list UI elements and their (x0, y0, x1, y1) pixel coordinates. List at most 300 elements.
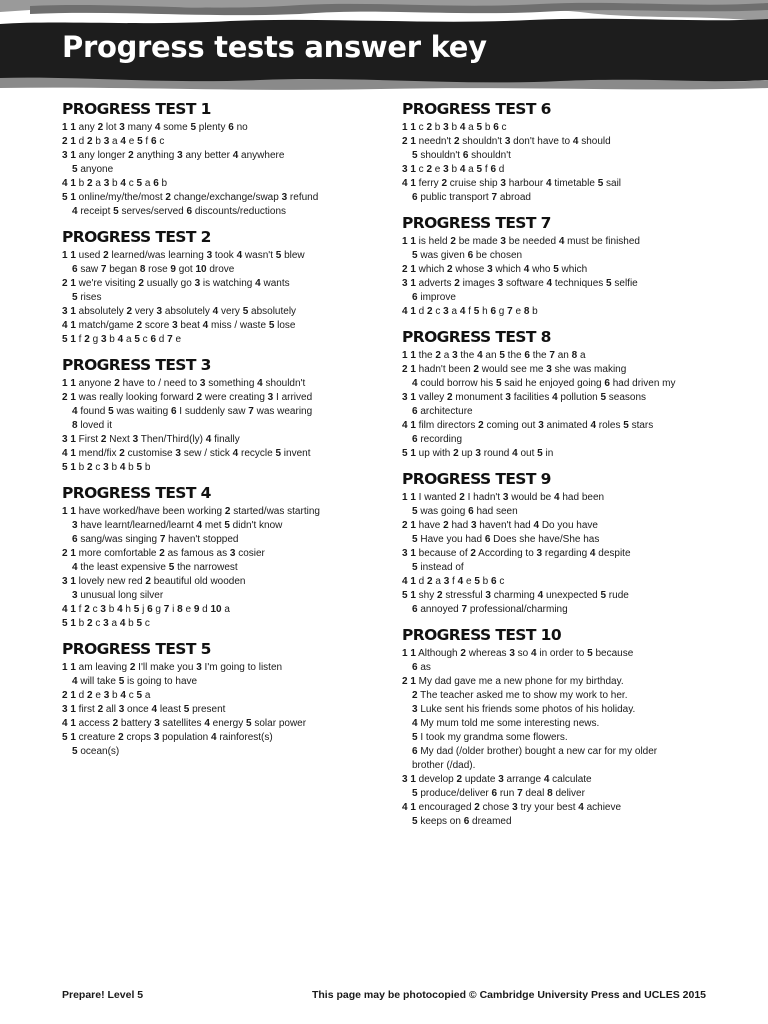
item-number: 2 (473, 364, 479, 375)
item-number: 7 (549, 350, 555, 361)
item-number: 2 (426, 164, 433, 175)
item-number: 4 1 (62, 604, 76, 615)
item-number: 4 (537, 590, 544, 601)
item-number: 3 (154, 718, 160, 729)
answer-line: 4 1 match/game 2 score 3 beat 4 miss / waste 5 lose (62, 320, 296, 331)
item-number: 3 1 (62, 434, 76, 445)
item-number: 6 (147, 604, 153, 615)
item-number: 2 (447, 392, 453, 403)
answer-line: 5 was given 6 be chosen (412, 250, 523, 261)
item-number: 3 (536, 548, 543, 559)
item-number: 2 (138, 278, 144, 289)
item-number: 2 (435, 350, 441, 361)
item-number: 5 (108, 406, 114, 417)
item-number: 2 (97, 704, 104, 715)
item-number: 2 (100, 434, 107, 445)
answer-line: 6 as (412, 662, 431, 673)
answer-line: 4 the least expensive 5 the narrowest (72, 562, 238, 573)
item-number: 5 (134, 334, 140, 345)
item-number: 2 (460, 648, 466, 659)
item-number: 7 (461, 604, 468, 615)
section-heading: PROGRESS TEST 8 (402, 328, 551, 346)
item-number: 2 (196, 392, 203, 403)
item-number: 4 (151, 704, 158, 715)
answer-line: 4 receipt 5 serves/served 6 discounts/reductions (72, 206, 287, 217)
item-number: 4 (512, 448, 518, 459)
test-section (402, 214, 732, 319)
item-number: 5 (476, 164, 483, 175)
item-number: 4 (459, 122, 466, 133)
item-number: 5 1 (62, 334, 76, 345)
item-number: 4 1 (402, 178, 416, 189)
answer-line: 4 1 film directors 2 coming out 3 animated 4 roles 5 stars (402, 420, 654, 431)
answer-line: 4 found 5 was waiting 6 I suddenly saw 7 was wearing (72, 406, 313, 417)
item-number: 6 (153, 178, 159, 189)
answer-line: 3 unusual long silver (72, 590, 164, 601)
answer-line: 1 1 am leaving 2 I'll make you 3 I'm going to listen (62, 662, 283, 673)
answer-line: 5 rises (72, 292, 102, 303)
item-number: 2 (441, 178, 448, 189)
item-number: 1 1 (402, 492, 416, 503)
answer-line: 4 My mum told me some interesting news. (412, 718, 600, 729)
answer-line: 2 1 we're visiting 2 usually go 3 is watching 4 wants (62, 278, 290, 289)
item-number: 4 (196, 520, 203, 531)
test-section (62, 484, 392, 631)
item-number: 2 (453, 448, 459, 459)
item-number: 2 1 (62, 690, 76, 701)
answer-line: 6 My dad (/older brother) bought a new car for my older (412, 746, 658, 757)
item-number: 2 (456, 774, 463, 785)
item-number: 3 (199, 378, 206, 389)
item-number: 5 (136, 618, 143, 629)
item-number: 4 (257, 378, 263, 389)
item-number: 1 1 (402, 236, 416, 247)
answer-line: 1 1 c 2 b 3 b 4 a 5 b 6 c (402, 122, 507, 133)
item-number: 5 (600, 392, 607, 403)
answer-line: 2 The teacher asked me to show my work to her. (412, 690, 628, 701)
item-number: 3 (103, 690, 110, 701)
item-number: 3 (546, 364, 552, 375)
item-number: 2 (459, 492, 465, 503)
answer-line: 4 1 d 2 a 3 f 4 e 5 b 6 c (402, 576, 505, 587)
item-number: 5 (412, 732, 418, 743)
test-section (402, 100, 732, 205)
answer-line: 2 1 hadn't been 2 would see me 3 she was making (402, 364, 627, 375)
item-number: 6 (463, 816, 470, 827)
answer-line: 5 was going 6 had seen (412, 506, 518, 517)
answer-line: 5 produce/deliver 6 run 7 deal 8 deliver (412, 788, 585, 799)
item-number: 6 (462, 150, 469, 161)
answer-line: 2 1 was really looking forward 2 were creating 3 I arrived (62, 392, 313, 403)
item-number: 6 (467, 250, 474, 261)
answer-line: 6 sang/was singing 7 haven't stopped (72, 534, 239, 545)
answer-line: 4 1 d 2 c 3 a 4 f 5 h 6 g 7 e 8 b (402, 306, 538, 317)
test-section (62, 356, 392, 475)
item-number: 3 (196, 662, 202, 673)
item-number: 7 (100, 264, 107, 275)
item-number: 7 (507, 306, 513, 317)
item-number: 3 (100, 334, 107, 345)
answer-line: 6 improve (412, 292, 456, 303)
answer-line: 5 Have you had 6 Does she have/She has (412, 534, 600, 545)
item-number: 4 (120, 178, 126, 189)
item-number: 5 (275, 250, 282, 261)
item-number: 5 1 (62, 618, 76, 629)
answer-line: 4 1 b 2 a 3 b 4 c 5 a 6 b (62, 178, 168, 189)
item-number: 6 (412, 406, 418, 417)
item-number: 5 1 (402, 448, 416, 459)
section-heading: PROGRESS TEST 4 (62, 484, 211, 502)
item-number: 6 (412, 604, 418, 615)
item-number: 3 (72, 590, 78, 601)
item-number: 8 (177, 604, 183, 615)
item-number: 3 (502, 492, 509, 503)
item-number: 8 (139, 264, 146, 275)
item-number: 3 (500, 178, 506, 189)
item-number: 9 (193, 604, 200, 615)
item-number: 2 1 (402, 676, 416, 687)
item-number: 4 (212, 306, 219, 317)
item-number: 4 (232, 150, 239, 161)
item-number: 3 (498, 774, 504, 785)
item-number: 2 (87, 178, 93, 189)
item-number: 4 (72, 676, 78, 687)
item-number: 2 1 (402, 264, 416, 275)
answer-line: 6 saw 7 began 8 rose 9 got 10 drove (72, 264, 235, 275)
item-number: 7 (167, 334, 173, 345)
item-number: 4 (554, 492, 560, 503)
item-number: 3 1 (402, 774, 416, 785)
answer-line: 5 1 b 2 c 3 b 4 b 5 b (62, 462, 151, 473)
answer-line: 5 1 online/my/the/most 2 change/exchange/swap 3 refund (62, 192, 319, 203)
item-number: 4 (202, 320, 209, 331)
answer-line: 5 I took my grandma some flowers. (412, 732, 568, 743)
item-number: 5 (412, 534, 418, 545)
answer-line: 6 recording (412, 434, 463, 445)
answer-line: 3 1 First 2 Next 3 Then/Third(ly) 4 finally (62, 434, 240, 445)
item-number: 5 (72, 292, 78, 303)
item-number: 6 (524, 350, 530, 361)
left-column (62, 100, 392, 768)
item-number: 5 1 (402, 590, 416, 601)
test-section (402, 626, 732, 829)
item-number: 2 (165, 192, 171, 203)
item-number: 7 (517, 788, 523, 799)
answer-line: 2 1 have 2 had 3 haven't had 4 Do you have (402, 520, 598, 531)
answer-line: 4 1 ferry 2 cruise ship 3 harbour 4 timetable 5 sail (402, 178, 622, 189)
answer-line: 4 will take 5 is going to have (72, 676, 198, 687)
item-number: 2 (427, 576, 433, 587)
item-number: 2 (129, 662, 136, 673)
item-number: 5 (168, 562, 175, 573)
item-number: 2 1 (402, 364, 416, 375)
item-number: 3 (206, 250, 213, 261)
item-number: 3 (72, 520, 78, 531)
answer-line: 1 1 any 2 lot 3 many 4 some 5 plenty 6 no (62, 122, 248, 133)
title-banner (0, 0, 768, 98)
item-number: 3 (538, 420, 544, 431)
item-number: 6 (491, 576, 497, 587)
answer-line: 5 instead of (412, 562, 464, 573)
answer-line: 2 1 needn't 2 shouldn't 3 don't have to 4 should (402, 136, 611, 147)
item-number: 3 (281, 192, 288, 203)
item-number: 4 (572, 136, 579, 147)
answer-line: 3 1 any longer 2 anything 3 any better 4 anywhere (62, 150, 285, 161)
item-number: 3 1 (62, 704, 76, 715)
answer-line: 3 1 adverts 2 images 3 software 4 techniques 5 selfie (402, 278, 638, 289)
test-section (62, 228, 392, 347)
item-number: 2 (97, 122, 104, 133)
item-number: 5 (623, 420, 629, 431)
answer-line: 3 1 develop 2 update 3 arrange 4 calculate (402, 774, 592, 785)
answer-line: 5 1 creature 2 crops 3 population 4 rainforest(s) (62, 732, 273, 743)
answer-line: 6 architecture (412, 406, 473, 417)
item-number: 3 1 (402, 278, 416, 289)
item-number: 6 (72, 534, 78, 545)
item-number: 5 (412, 150, 418, 161)
item-number: 5 (499, 350, 505, 361)
item-number: 3 (412, 704, 418, 715)
item-number: 5 (72, 164, 78, 175)
item-number: 4 (204, 718, 210, 729)
item-number: 3 (485, 590, 491, 601)
answer-line: 3 Luke sent his friends some photos of his holiday. (412, 704, 636, 715)
item-number: 6 (186, 206, 193, 217)
answer-line: 4 1 access 2 battery 3 satellites 4 energy 5 solar power (62, 718, 307, 729)
item-number: 4 (119, 618, 126, 629)
item-number: 2 1 (62, 392, 76, 403)
item-number: 4 1 (62, 178, 76, 189)
answer-line: 2 1 d 2 e 3 b 4 c 5 a (62, 690, 151, 701)
item-number: 4 (477, 350, 483, 361)
item-number: 3 (177, 150, 183, 161)
item-number: 4 (154, 122, 161, 133)
item-number: 3 (194, 278, 201, 289)
item-number: 2 (145, 576, 151, 587)
item-number: 4 (232, 448, 239, 459)
item-number: 4 (589, 548, 596, 559)
answer-line: 1 1 Although 2 whereas 3 so 4 in order to 5 because (402, 648, 634, 659)
answer-line: 2 1 more comfortable 2 as famous as 3 cosier (62, 548, 265, 559)
item-number: 2 (412, 690, 418, 701)
item-number: 6 (412, 434, 418, 445)
item-number: 6 (412, 746, 418, 757)
item-number: 8 (72, 420, 78, 431)
item-number: 4 1 (402, 420, 416, 431)
item-number: 3 (509, 648, 515, 659)
item-number: 2 (427, 306, 433, 317)
item-number: 3 (443, 164, 449, 175)
test-section (402, 470, 732, 617)
item-number: 2 (119, 448, 125, 459)
test-section (402, 328, 732, 461)
item-number: 6 (604, 378, 610, 389)
item-number: 4 (236, 250, 243, 261)
item-number: 4 (459, 306, 466, 317)
item-number: 5 (136, 690, 143, 701)
item-number: 3 (132, 434, 139, 445)
answer-line: brother (/dad). (412, 760, 476, 771)
page-title: Progress tests answer key (62, 30, 487, 64)
item-number: 8 (547, 788, 553, 799)
item-number: 3 (475, 448, 481, 459)
item-number: 3 (443, 576, 450, 587)
item-number: 1 1 (62, 662, 76, 673)
test-section (62, 640, 392, 759)
item-number: 6 (170, 406, 177, 417)
item-number: 5 (537, 448, 543, 459)
answer-line: 1 1 is held 2 be made 3 be needed 4 must be finished (402, 236, 640, 247)
item-number: 4 (590, 420, 597, 431)
item-number: 5 (412, 250, 418, 261)
item-number: 2 (126, 306, 133, 317)
item-number: 2 (224, 506, 231, 517)
item-number: 1 1 (62, 122, 76, 133)
item-number: 3 (267, 392, 274, 403)
item-number: 4 1 (402, 802, 416, 813)
item-number: 3 (470, 520, 477, 531)
section-heading: PROGRESS TEST 2 (62, 228, 211, 246)
footer-copyright: This page may be photocopied © Cambridge University Press and UCLES 2015 (311, 989, 706, 1001)
item-number: 2 (103, 250, 109, 261)
item-number: 2 (426, 122, 433, 133)
item-number: 3 (497, 278, 504, 289)
item-number: 2 (447, 264, 453, 275)
section-heading: PROGRESS TEST 7 (402, 214, 551, 232)
item-number: 6 (484, 534, 491, 545)
item-number: 6 (228, 122, 234, 133)
item-number: 4 (412, 378, 418, 389)
item-number: 2 (84, 604, 90, 615)
item-number: 5 (137, 136, 143, 147)
answer-line: 1 1 I wanted 2 I hadn't 3 would be 4 had been (402, 492, 605, 503)
item-number: 3 1 (402, 164, 416, 175)
item-number: 5 (474, 576, 480, 587)
section-heading: PROGRESS TEST 1 (62, 100, 211, 118)
item-number: 7 (159, 534, 166, 545)
answer-line: 3 1 first 2 all 3 once 4 least 5 present (62, 704, 226, 715)
item-number: 5 (118, 676, 125, 687)
item-number: 4 (459, 164, 466, 175)
item-number: 4 (543, 774, 550, 785)
item-number: 4 1 (62, 448, 76, 459)
item-number: 6 (412, 292, 418, 303)
item-number: 1 1 (402, 648, 416, 659)
item-number: 4 (457, 576, 464, 587)
item-number: 4 (552, 392, 558, 403)
answer-line: 1 1 the 2 a 3 the 4 an 5 the 6 the 7 an 8 a (402, 350, 586, 361)
answer-line: 4 1 encouraged 2 chose 3 try your best 4 achieve (402, 802, 622, 813)
item-number: 5 (597, 178, 604, 189)
item-number: 2 (87, 462, 93, 473)
item-number: 5 (183, 704, 190, 715)
answer-line: 5 1 f 2 g 3 b 4 a 5 c 6 d 7 e (62, 334, 182, 345)
item-number: 4 (120, 690, 126, 701)
item-number: 5 (412, 816, 418, 827)
test-section (62, 100, 392, 219)
item-number: 3 1 (62, 306, 76, 317)
item-number: 3 1 (62, 150, 76, 161)
item-number: 2 1 (62, 136, 76, 147)
item-number: 5 (412, 562, 418, 573)
item-number: 2 (87, 690, 93, 701)
item-number: 5 (495, 378, 502, 389)
item-number: 4 (119, 462, 126, 473)
item-number: 7 (491, 192, 498, 203)
item-number: 3 (175, 448, 181, 459)
item-number: 5 (600, 590, 607, 601)
item-number: 4 1 (62, 718, 76, 729)
answer-line: 5 1 up with 2 up 3 round 4 out 5 in (402, 448, 554, 459)
item-number: 5 (553, 264, 559, 275)
item-number: 2 (84, 334, 90, 345)
item-number: 7 (163, 604, 170, 615)
item-number: 2 (136, 320, 143, 331)
answer-line: 3 1 c 2 e 3 b 4 a 5 f 6 d (402, 164, 505, 175)
item-number: 3 (153, 732, 160, 743)
answer-line: 1 1 anyone 2 have to / need to 3 something 4 shouldn't (62, 378, 306, 389)
item-number: 3 (100, 604, 106, 615)
item-number: 2 (437, 590, 443, 601)
answer-line: 1 1 have worked/have been working 2 started/was starting (62, 506, 320, 517)
item-number: 3 (487, 264, 493, 275)
item-number: 2 (454, 278, 460, 289)
item-number: 10 (195, 264, 207, 275)
item-number: 5 (136, 178, 143, 189)
answer-line: 3 1 because of 2 According to 3 regarding 4 despite (402, 548, 631, 559)
item-number: 2 (470, 548, 476, 559)
section-heading: PROGRESS TEST 5 (62, 640, 211, 658)
item-number: 6 (490, 164, 496, 175)
item-number: 5 1 (62, 462, 76, 473)
answer-line: 5 shouldn't 6 shouldn't (412, 150, 511, 161)
answer-line: 3 1 valley 2 monument 3 facilities 4 pollution 5 seasons (402, 392, 647, 403)
item-number: 6 (493, 122, 499, 133)
section-heading: PROGRESS TEST 6 (402, 100, 551, 118)
item-number: 4 (117, 334, 124, 345)
item-number: 3 (512, 802, 518, 813)
item-number: 5 (587, 648, 593, 659)
item-number: 3 1 (402, 392, 416, 403)
item-number: 2 1 (62, 548, 76, 559)
item-number: 3 (443, 122, 449, 133)
item-number: 5 (133, 604, 140, 615)
answer-line: 5 1 b 2 c 3 a 4 b 5 c (62, 618, 150, 629)
answer-line: 3 have learnt/learned/learnt 4 met 5 didn't know (72, 520, 283, 531)
answer-line: 6 annoyed 7 professional/charming (412, 604, 568, 615)
item-number: 2 1 (402, 136, 416, 147)
item-number: 5 (224, 520, 230, 531)
item-number: 3 (119, 122, 125, 133)
footer-course-title: Prepare! Level 5 (62, 989, 144, 1001)
item-number: 8 (523, 306, 530, 317)
item-number: 6 (412, 662, 418, 673)
answer-line: 5 ocean(s) (72, 746, 120, 757)
section-heading: PROGRESS TEST 10 (402, 626, 562, 644)
item-number: 4 1 (62, 320, 76, 331)
item-number: 3 (118, 704, 125, 715)
item-number: 10 (210, 604, 222, 615)
item-number: 4 1 (402, 306, 416, 317)
item-number: 6 (150, 334, 156, 345)
item-number: 1 1 (402, 350, 416, 361)
item-number: 1 1 (62, 250, 76, 261)
item-number: 6 (412, 192, 418, 203)
item-number: 4 (72, 406, 78, 417)
item-number: 2 (87, 618, 93, 629)
item-number: 5 (242, 306, 249, 317)
item-number: 9 (170, 264, 176, 275)
